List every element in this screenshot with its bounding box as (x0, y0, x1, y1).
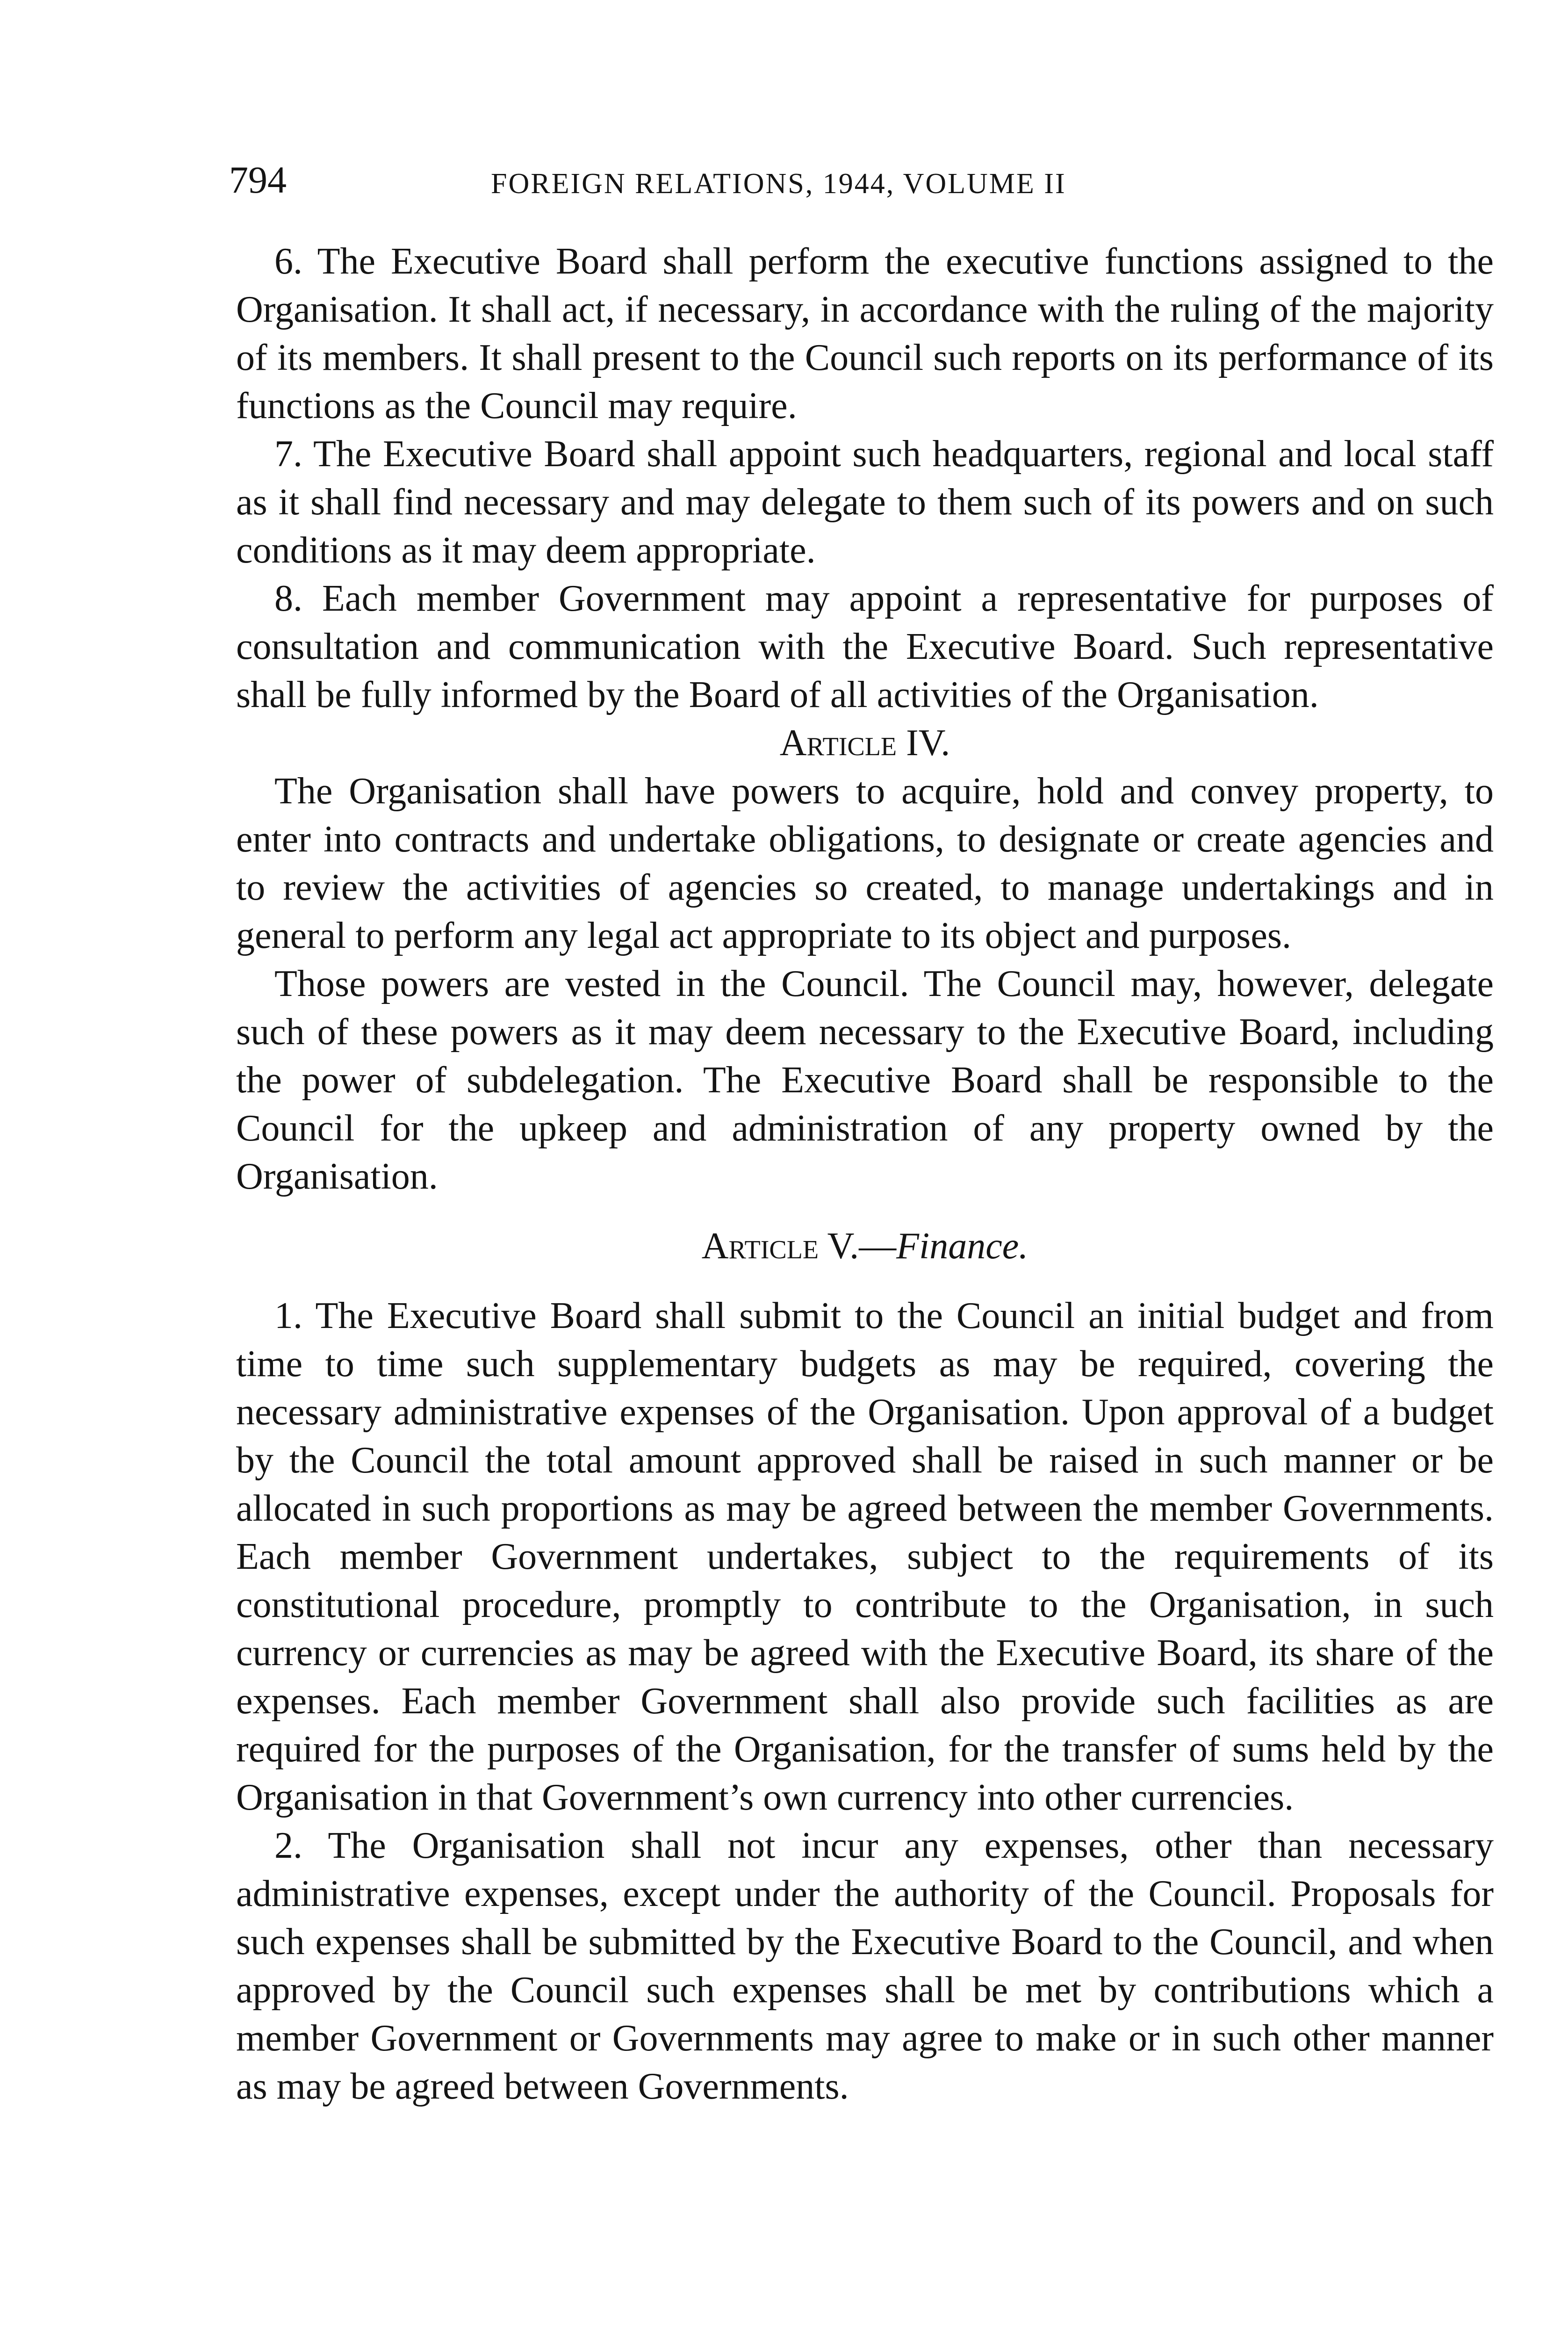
article-v-title: Finance. (896, 1226, 1029, 1267)
article-v-heading (236, 1222, 1494, 1270)
body-text (236, 238, 1494, 2111)
article-v-paragraph-2: 2. The Organisation shall not incur any expenses, other than necessary administrative expenses, except under the authority of the Council. Proposals for such expenses shall be submitted by the Executive Board to the Council, and when approved by the Council such expenses shall be met by contributions which a member Government or Governments may agree to make or in such other manner as may be agreed between Governments. (236, 1825, 1494, 2107)
paragraph-6: 6. The Executive Board shall perform the executive functions assigned to the Organisation. It shall act, if necessary, in accordance with the ruling of the majority of its members. It shall present to the Council such reports on its performance of its functions as the Council may require. (236, 241, 1494, 426)
article-iv-paragraph-2: Those powers are vested in the Council. The Council may, however, delegate such of these powers as it may deem necessary to the Executive Board, including the power of subdelegation. The Executive Board shall be responsible to the Council for the upkeep and administration of any property owned by the Organisation. (236, 963, 1494, 1197)
page-header (229, 154, 1351, 206)
article-iv-label: Article (779, 722, 897, 764)
paragraph-8: 8. Each member Government may appoint a representative for purposes of consultation and communication with the Executive Board. Such representative shall be fully informed by the Board of all activities of the Organisation. (236, 578, 1494, 715)
article-iv-paragraph-1: The Organisation shall have powers to acquire, hold and convey property, to enter into contracts and undertake obligations, to designate or create agencies and to review the activities of agencies so created, to manage undertakings and in general to perform any legal act appropriate to its object and purposes. (236, 771, 1494, 956)
running-head: FOREIGN RELATIONS, 1944, VOLUME II (491, 168, 1066, 200)
article-v-label: Article (701, 1226, 819, 1267)
paragraph-7: 7. The Executive Board shall appoint such headquarters, regional and local staff as it shall find necessary and may delegate to them such of its powers and on such conditions as it may deem appropriate. (236, 433, 1494, 571)
page-number: 794 (229, 159, 287, 201)
article-iv-heading (236, 719, 1494, 767)
article-v-number: V.— (819, 1226, 897, 1267)
article-iv-number: IV. (897, 722, 950, 764)
article-v-paragraph-1: 1. The Executive Board shall submit to the Council an initial budget and from time to time such supplementary budgets as may be required, covering the necessary administrative expenses of the Organisation. Upon approval of a budget by the Council the total amount approved shall be raised in such manner or be allocated in such proportions as may be agreed between the member Governments. Each member Government undertakes, subject to the requirements of its constitutional procedure, promptly to contribute to the Organisation, in such currency or currencies as may be agreed with the Executive Board, its share of the expenses. Each member Government shall also provide such facilities as are required for the purposes of the Organisation, for the transfer of sums held by the Organisation in that Government’s own currency into other currencies. (236, 1295, 1494, 1818)
